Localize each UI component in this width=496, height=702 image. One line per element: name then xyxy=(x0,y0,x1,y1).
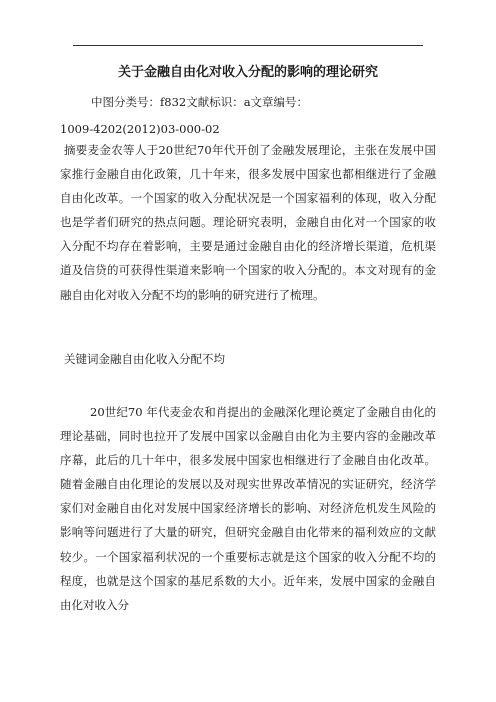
classification-line: 中图分类号：f832文献标识：a文章编号： xyxy=(91,95,309,109)
article-number: 1009-4202(2012)03-000-02 xyxy=(60,122,220,136)
body-paragraph: 20世纪70 年代麦金农和肖提出的金融深化理论奠定了金融自由化的理论基础，同时也拉开了发展中国家以金融自由化为主要内容的金融改革序幕，此后的几十年中，很多发展中国家也相继进行了金融自由化改革。随着金融自由化理论的发展以及对现实世界改革情况的实证研究，经济学家们对金融自由化对发展中国家经济增长的影响、对经济危机发生风险的影响等问题进行了大量的研究，但研究金融自由化带来的福利效应的文献较少。一个国家福利状况的一个重要标志就是这个国家的收入分配不均的程度，也就是这个国家的基尼系数的大小。近年来，发展中国家的金融自由化对收入分 xyxy=(60,405,436,612)
document-title: 关于金融自由化对收入分配的影响的理论研究 xyxy=(117,65,378,80)
keywords-line: 关键词金融自由化收入分配不均 xyxy=(64,352,225,366)
abstract-paragraph: 摘要麦金农等人于20世纪70年代开创了金融发展理论，主张在发展中国家推行金融自由化政策，几十年来，很多发展中国家也都相继进行了金融自由化改革。一个国家的收入分配状况是一个国家福利的体现，收入分配也是学者们研究的热点问题。理论研究表明，金融自由化对一个国家的收入分配不均存在着影响，主要是通过金融自由化的经济增长渠道，危机渠道及信贷的可获得性渠道来影响一个国家的收入分配的。本文对现有的金融自由化对收入分配不均的影响的研究进行了梳理。 xyxy=(60,143,436,302)
header-rule xyxy=(73,45,423,46)
